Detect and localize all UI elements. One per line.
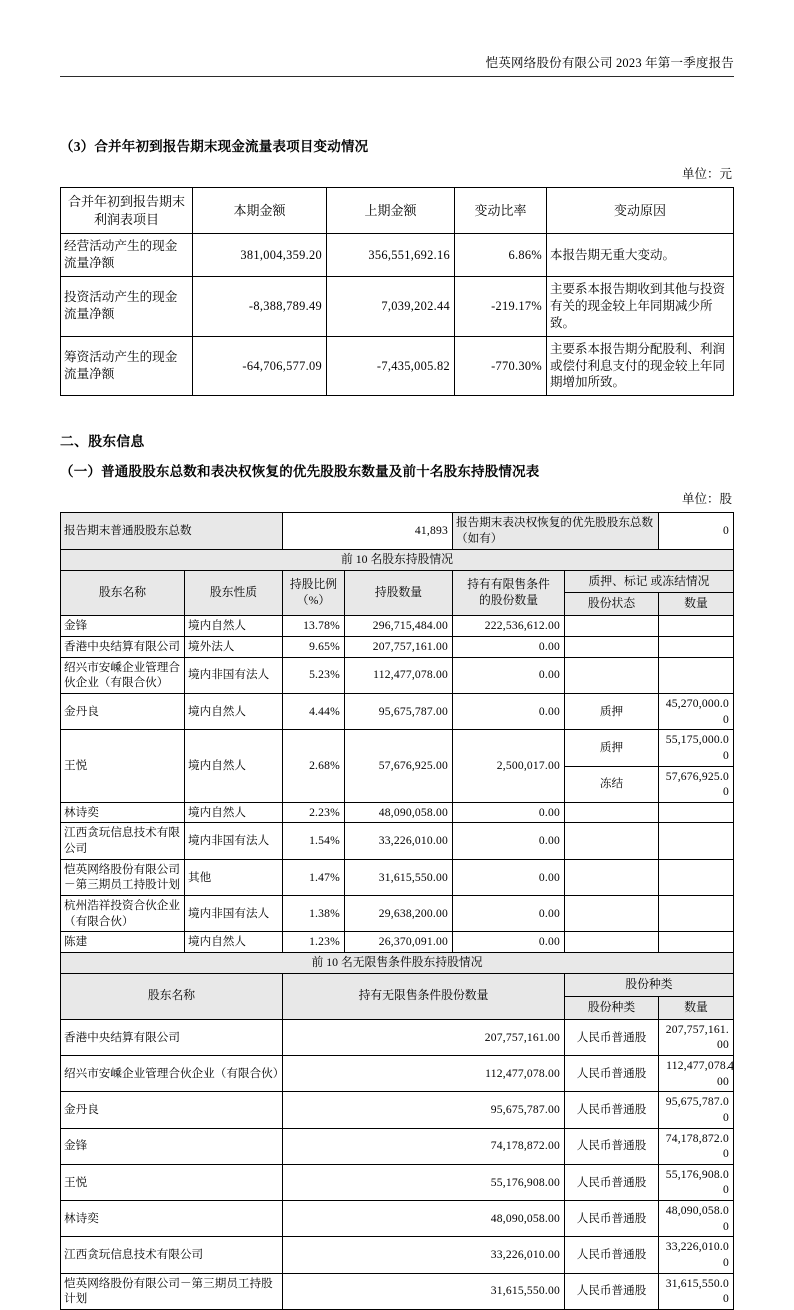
cell-amount: 55,176,908.00 xyxy=(283,1164,565,1200)
cell-amount: 296,715,484.00 xyxy=(345,616,453,637)
cell-ratio: 9.65% xyxy=(283,637,345,658)
cell-current: -64,706,577.09 xyxy=(193,336,327,396)
cell-restricted: 0.00 xyxy=(453,657,565,693)
top10-band-label: 前 10 名股东持股情况 xyxy=(61,549,734,570)
col-shareholder-nature: 股东性质 xyxy=(185,570,283,616)
cell-share-type: 人民币普通股 xyxy=(565,1055,659,1091)
cell-share-type: 人民币普通股 xyxy=(565,1019,659,1055)
table-row xyxy=(61,616,734,637)
ordinary-total-value: 41,893 xyxy=(283,513,453,549)
cell-amount: 95,675,787.00 xyxy=(283,1092,565,1128)
cell-pledge-status xyxy=(565,896,659,932)
table-row xyxy=(61,1164,734,1200)
col-unrestricted-name: 股东名称 xyxy=(61,973,283,1019)
totals-row xyxy=(61,513,734,549)
cell-ratio: 2.23% xyxy=(283,802,345,823)
cell-name: 王悦 xyxy=(61,730,185,803)
table-header-row xyxy=(61,570,734,593)
cell-pledge-status xyxy=(565,802,659,823)
unrestricted-band-label: 前 10 名无限售条件股东持股情况 xyxy=(61,952,734,973)
table-row xyxy=(61,932,734,953)
cell-share-type: 人民币普通股 xyxy=(565,1237,659,1273)
cell-pledge-status xyxy=(565,859,659,895)
table-header-row xyxy=(61,973,734,996)
table-row xyxy=(61,336,734,396)
cell-share-type: 人民币普通股 xyxy=(565,1164,659,1200)
cell-name: 江西贪玩信息技术有限公司 xyxy=(61,1237,283,1273)
cell-pledge-amount: 45,270,000.00 xyxy=(659,693,734,729)
cell-name: 恺英网络股份有限公司－第三期员工持股计划 xyxy=(61,1273,283,1309)
cell-share-type-amount: 31,615,550.00 xyxy=(659,1273,734,1309)
cell-amount: 31,615,550.00 xyxy=(345,859,453,895)
col-shareholder-name: 股东名称 xyxy=(61,570,185,616)
cell-name: 绍兴市安嵊企业管理合伙企业（有限合伙） xyxy=(61,1055,283,1091)
preferred-total-label: 报告期末表决权恢复的优先股股东总数（如有） xyxy=(453,513,659,549)
top10-band-row xyxy=(61,549,734,570)
cell-share-type-amount: 95,675,787.00 xyxy=(659,1092,734,1128)
shareholder-subsection-title: （一）普通股股东总数和表决权恢复的优先股股东数量及前十名股东持股情况表 xyxy=(60,464,540,480)
cell-name: 江西贪玩信息技术有限公司 xyxy=(61,823,185,859)
cell-name: 香港中央结算有限公司 xyxy=(61,1019,283,1055)
col-reason: 变动原因 xyxy=(547,188,734,234)
cell-share-type-amount: 112,477,078.00 xyxy=(659,1055,734,1091)
cell-restricted: 0.00 xyxy=(453,637,565,658)
cell-change-rate: -770.30% xyxy=(455,336,547,396)
col-item: 合并年初到报告期末利润表项目 xyxy=(61,188,193,234)
cell-restricted: 222,536,612.00 xyxy=(453,616,565,637)
cell-share-type: 人民币普通股 xyxy=(565,1128,659,1164)
cell-pledge-amount xyxy=(659,637,734,658)
cell-amount: 26,370,091.00 xyxy=(345,932,453,953)
cell-share-type-amount: 33,226,010.00 xyxy=(659,1237,734,1273)
cell-item: 经营活动产生的现金流量净额 xyxy=(61,234,193,277)
col-previous: 上期金额 xyxy=(327,188,455,234)
running-title: 恺英网络股份有限公司 2023 年第一季度报告 xyxy=(485,56,734,70)
cell-ratio: 1.54% xyxy=(283,823,345,859)
cell-pledge-amount xyxy=(659,823,734,859)
table-row xyxy=(61,1055,734,1091)
cell-amount: 112,477,078.00 xyxy=(345,657,453,693)
cell-amount: 31,615,550.00 xyxy=(283,1273,565,1309)
cell-nature: 境内非国有法人 xyxy=(185,896,283,932)
cell-change-rate: 6.86% xyxy=(455,234,547,277)
col-pledge-amount: 数量 xyxy=(659,593,734,616)
table-row xyxy=(61,823,734,859)
cell-item: 投资活动产生的现金流量净额 xyxy=(61,277,193,337)
cell-ratio: 1.23% xyxy=(283,932,345,953)
cell-name: 杭州浩祥投资合伙企业（有限合伙） xyxy=(61,896,185,932)
table-row xyxy=(61,896,734,932)
cell-amount: 207,757,161.00 xyxy=(345,637,453,658)
cell-pledge-amount xyxy=(659,932,734,953)
cell-change-rate: -219.17% xyxy=(455,277,547,337)
table-row xyxy=(61,657,734,693)
cell-name: 金锋 xyxy=(61,1128,283,1164)
cell-name: 金锋 xyxy=(61,616,185,637)
col-share-type-amount: 数量 xyxy=(659,996,734,1019)
cell-pledge-status xyxy=(565,616,659,637)
cell-ratio: 13.78% xyxy=(283,616,345,637)
table-row xyxy=(61,1237,734,1273)
cell-restricted: 2,500,017.00 xyxy=(453,730,565,803)
cell-name: 林诗奕 xyxy=(61,802,185,823)
table-row xyxy=(61,234,734,277)
cell-pledge-status: 质押 xyxy=(565,730,659,766)
col-holding-amount: 持股数量 xyxy=(345,570,453,616)
cell-share-type-amount: 55,176,908.00 xyxy=(659,1164,734,1200)
col-share-type: 股份种类 xyxy=(565,996,659,1019)
cell-pledge-amount: 55,175,000.00 xyxy=(659,730,734,766)
cell-amount: 48,090,058.00 xyxy=(283,1201,565,1237)
cell-reason: 主要系本报告期收到其他与投资有关的现金较上年同期减少所致。 xyxy=(547,277,734,337)
cell-nature: 其他 xyxy=(185,859,283,895)
cell-name: 林诗奕 xyxy=(61,1201,283,1237)
cashflow-heading: （3）合并年初到报告期末现金流量表项目变动情况 xyxy=(60,139,369,154)
document-header xyxy=(60,0,734,77)
table-row xyxy=(61,1092,734,1128)
cell-amount: 33,226,010.00 xyxy=(345,823,453,859)
cell-nature: 境内自然人 xyxy=(185,616,283,637)
cell-name: 恺英网络股份有限公司－第三期员工持股计划 xyxy=(61,859,185,895)
col-pledge-group: 质押、标记 或冻结情况 xyxy=(565,570,734,593)
table-row xyxy=(61,1019,734,1055)
cashflow-unit: 单位：元 xyxy=(681,167,732,181)
cell-pledge-amount xyxy=(659,859,734,895)
cell-restricted: 0.00 xyxy=(453,823,565,859)
cell-ratio: 2.68% xyxy=(283,730,345,803)
table-row xyxy=(61,859,734,895)
cell-amount: 95,675,787.00 xyxy=(345,693,453,729)
cell-pledge-status: 质押 xyxy=(565,693,659,729)
cell-name: 香港中央结算有限公司 xyxy=(61,637,185,658)
col-holding-ratio xyxy=(283,570,345,616)
cell-pledge-status: 冻结 xyxy=(565,766,659,802)
cell-ratio: 1.47% xyxy=(283,859,345,895)
table-row xyxy=(61,1273,734,1309)
shareholder-unit: 单位：股 xyxy=(681,492,732,507)
table-header-row xyxy=(61,188,734,234)
cell-amount: 33,226,010.00 xyxy=(283,1237,565,1273)
cell-pledge-amount xyxy=(659,896,734,932)
page-number: 4 xyxy=(727,1059,734,1073)
cell-name: 王悦 xyxy=(61,1164,283,1200)
cell-amount: 48,090,058.00 xyxy=(345,802,453,823)
cell-nature: 境内自然人 xyxy=(185,932,283,953)
cell-restricted: 0.00 xyxy=(453,932,565,953)
cell-pledge-status xyxy=(565,823,659,859)
cell-restricted: 0.00 xyxy=(453,802,565,823)
cell-nature: 境内自然人 xyxy=(185,730,283,803)
cell-restricted: 0.00 xyxy=(453,896,565,932)
cell-previous: -7,435,005.82 xyxy=(327,336,455,396)
cell-ratio: 5.23% xyxy=(283,657,345,693)
shareholder-table xyxy=(60,512,734,1310)
table-row xyxy=(61,637,734,658)
cell-name: 陈建 xyxy=(61,932,185,953)
table-row xyxy=(61,1128,734,1164)
cell-share-type-amount: 48,090,058.00 xyxy=(659,1201,734,1237)
cell-restricted: 0.00 xyxy=(453,693,565,729)
col-unrestricted-amount: 持有无限售条件股份数量 xyxy=(283,973,565,1019)
cell-share-type: 人民币普通股 xyxy=(565,1201,659,1237)
col-restricted-line2: 的股份数量 xyxy=(479,592,539,607)
cell-ratio: 1.38% xyxy=(283,896,345,932)
cell-current: 381,004,359.20 xyxy=(193,234,327,277)
col-change-rate: 变动比率 xyxy=(455,188,547,234)
shareholder-section-title: 二、股东信息 xyxy=(60,434,145,450)
table-row xyxy=(61,277,734,337)
cell-nature: 境内自然人 xyxy=(185,693,283,729)
col-restricted-shares xyxy=(453,570,565,616)
cell-amount: 29,638,200.00 xyxy=(345,896,453,932)
cell-item: 筹资活动产生的现金流量净额 xyxy=(61,336,193,396)
cell-ratio: 4.44% xyxy=(283,693,345,729)
table-row xyxy=(61,802,734,823)
cell-amount: 74,178,872.00 xyxy=(283,1128,565,1164)
cell-share-type-amount: 207,757,161.00 xyxy=(659,1019,734,1055)
cell-name: 金丹良 xyxy=(61,1092,283,1128)
cell-nature: 境外法人 xyxy=(185,637,283,658)
col-holding-ratio-line1: 持股比例 xyxy=(289,577,338,592)
cell-nature: 境内自然人 xyxy=(185,802,283,823)
cell-name: 绍兴市安嵊企业管理合伙企业（有限合伙） xyxy=(61,657,185,693)
col-holding-ratio-line2: （%） xyxy=(296,592,331,607)
table-row xyxy=(61,1201,734,1237)
cell-pledge-amount xyxy=(659,616,734,637)
col-pledge-status: 股份状态 xyxy=(565,593,659,616)
cell-name: 金丹良 xyxy=(61,693,185,729)
cell-pledge-amount xyxy=(659,802,734,823)
cell-pledge-amount: 57,676,925.00 xyxy=(659,766,734,802)
cashflow-table xyxy=(60,187,734,396)
cell-pledge-status xyxy=(565,637,659,658)
col-current: 本期金额 xyxy=(193,188,327,234)
cell-amount: 112,477,078.00 xyxy=(283,1055,565,1091)
cell-reason: 本报告期无重大变动。 xyxy=(547,234,734,277)
unrestricted-band-row xyxy=(61,952,734,973)
cell-amount: 57,676,925.00 xyxy=(345,730,453,803)
col-restricted-line1: 持有有限售条件 xyxy=(467,577,550,592)
cell-previous: 356,551,692.16 xyxy=(327,234,455,277)
cell-nature: 境内非国有法人 xyxy=(185,823,283,859)
cell-pledge-amount xyxy=(659,657,734,693)
cell-amount: 207,757,161.00 xyxy=(283,1019,565,1055)
table-row xyxy=(61,693,734,729)
col-share-type-group: 股份种类 xyxy=(565,973,734,996)
cell-pledge-status xyxy=(565,657,659,693)
cell-share-type: 人民币普通股 xyxy=(565,1092,659,1128)
cell-share-type: 人民币普通股 xyxy=(565,1273,659,1309)
cell-pledge-status xyxy=(565,932,659,953)
cell-restricted: 0.00 xyxy=(453,859,565,895)
cell-share-type-amount: 74,178,872.00 xyxy=(659,1128,734,1164)
preferred-total-value: 0 xyxy=(659,513,734,549)
cell-reason: 主要系本报告期分配股利、利润或偿付利息支付的现金较上年同期增加所致。 xyxy=(547,336,734,396)
cell-nature: 境内非国有法人 xyxy=(185,657,283,693)
table-row xyxy=(61,730,734,766)
cell-current: -8,388,789.49 xyxy=(193,277,327,337)
cell-previous: 7,039,202.44 xyxy=(327,277,455,337)
ordinary-total-label: 报告期末普通股股东总数 xyxy=(61,513,283,549)
